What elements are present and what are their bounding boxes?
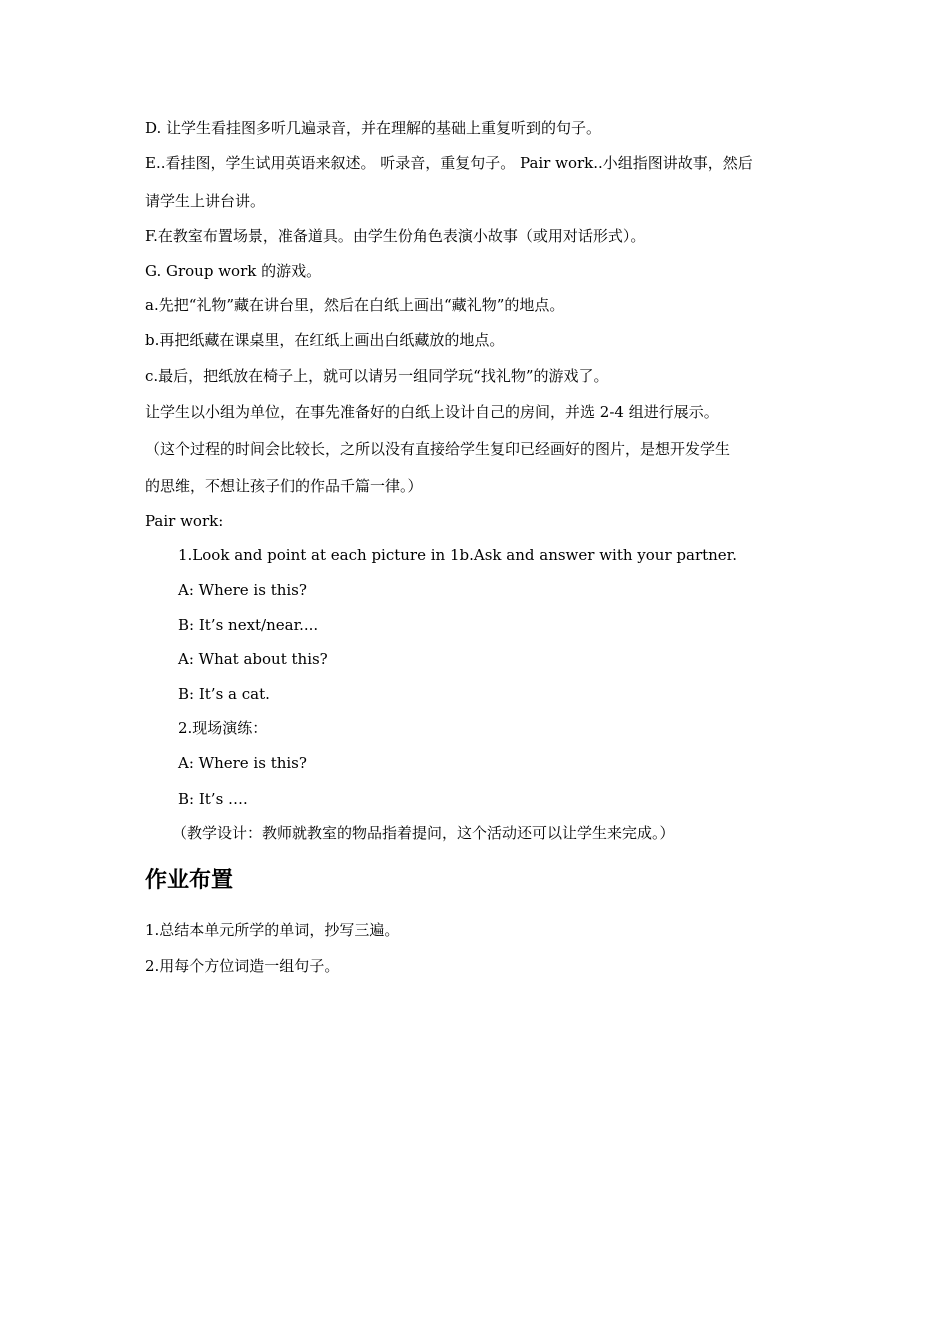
homework-item: 2.用每个方位词造一组句子。	[145, 957, 340, 975]
design-note-line-1: （这个过程的时间会比较长，之所以没有直接给学生复印已经画好的图片，是想开发学生	[145, 440, 731, 458]
step-b: b.再把纸藏在课桌里，在红纸上画出白纸藏放的地点。	[145, 331, 505, 349]
dialogue-line: B: It’s next/near....	[178, 616, 319, 634]
dialogue-line: A: What about this?	[178, 650, 328, 668]
pair-work-task-2: 2.现场演练：	[178, 719, 268, 737]
step-a: a.先把“礼物”藏在讲台里，然后在白纸上画出“藏礼物”的地点。	[145, 296, 565, 314]
room-design-instruction: 让学生以小组为单位，在事先准备好的白纸上设计自己的房间，并选 2-4 组进行展示。	[145, 403, 719, 421]
step-c: c.最后，把纸放在椅子上，就可以请另一组同学玩“找礼物”的游戏了。	[145, 367, 609, 385]
pair-work-label: Pair work:	[145, 512, 224, 530]
dialogue-line: B: It’s ….	[178, 790, 248, 808]
design-note-line-2: 的思维，不想让孩子们的作品千篇一律。）	[145, 477, 423, 495]
step-g: G. Group work 的游戏。	[145, 262, 322, 280]
step-f: F.在教室布置场景，准备道具。由学生份角色表演小故事（或用对话形式）。	[145, 227, 646, 245]
step-e-continued: 请学生上讲台讲。	[145, 192, 266, 210]
homework-item: 1.总结本单元所学的单词，抄写三遍。	[145, 921, 400, 939]
homework-heading: 作业布置	[145, 868, 234, 893]
pair-work-task-1: 1.Look and point at each picture in 1b.Ask and answer with your partner.	[178, 546, 737, 564]
step-d: D. 让学生看挂图多听几遍录音，并在理解的基础上重复听到的句子。	[145, 119, 602, 137]
dialogue-line: B: It’s a cat.	[178, 685, 270, 703]
step-e: E..看挂图，学生试用英语来叙述。 听录音，重复句子。 Pair work..小组指图讲故事，然后	[145, 154, 753, 172]
dialogue-line: A: Where is this?	[178, 581, 307, 599]
dialogue-line: A: Where is this?	[178, 754, 307, 772]
teaching-design-note: （教学设计：教师就教室的物品指着提问，这个活动还可以让学生来完成。）	[172, 824, 675, 842]
